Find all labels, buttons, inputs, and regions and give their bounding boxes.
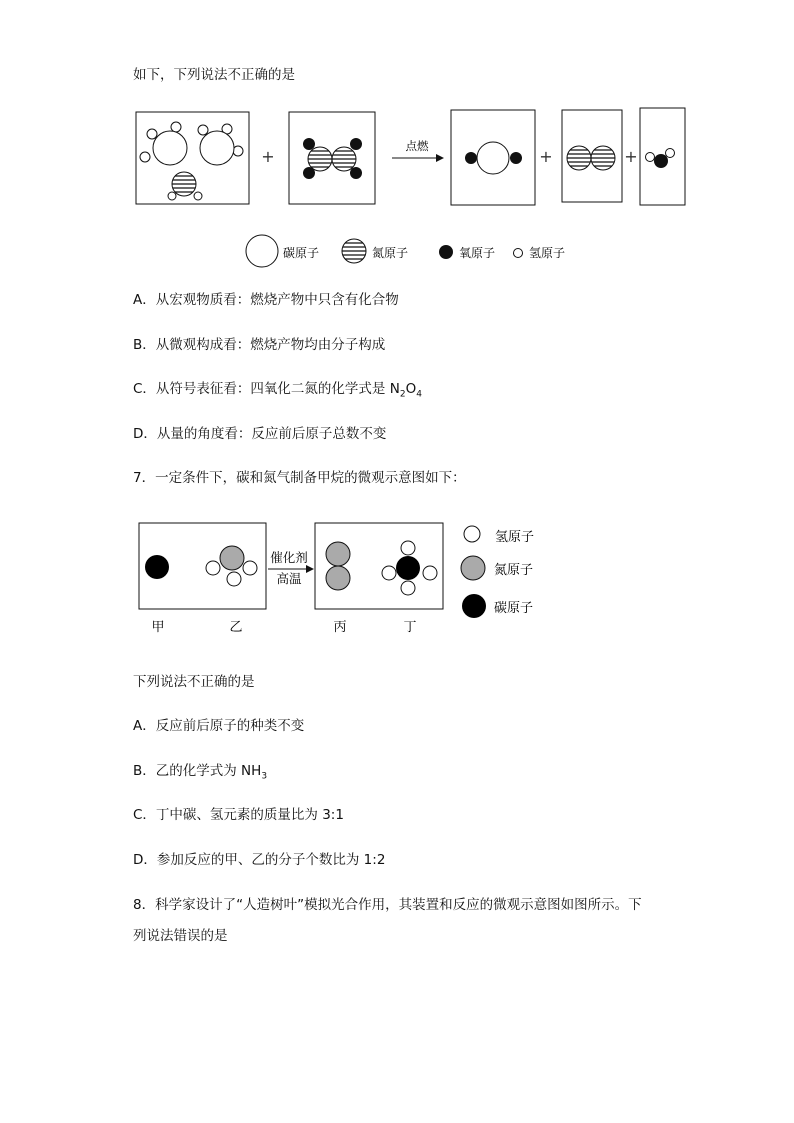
q6-reaction-diagram [0,0,794,280]
legend-nitrogen-atom-icon [340,239,368,263]
q7-option-d: D．参加反应的甲、乙的分子个数比为 1:2 [133,852,386,868]
q7-prompt: 下列说法不正确的是 [133,674,255,690]
q6-option-d: D．从量的角度看：反应前后原子总数不变 [133,426,387,442]
legend-carbon-label: 碳原子 [283,246,320,260]
q7-legend-hydrogen-label: 氢原子 [495,530,535,545]
q7-product-box [315,523,443,609]
q6-option-c-mid: O [405,381,417,397]
q8-stem-line-1: 8．科学家设计了“人造树叶”模拟光合作用，其装置和反应的微观示意图如图所示。下 [133,897,642,913]
q7-option-b [133,762,267,786]
q7-option-c: C．丁中碳、氢元素的质量比为 3:1 [133,807,344,823]
q6-intro: 如下，下列说法不正确的是 [133,67,295,83]
q7-label-bing: 丙 [333,620,347,635]
q6-option-b: B．从微观构成看：燃烧产物均由分子构成 [133,337,386,353]
legend-oxygen-label: 氧原子 [459,246,496,260]
q7-option-a: A．反应前后原子的种类不变 [133,718,305,734]
q7-option-b-text: B．乙的化学式为 NH [133,763,262,779]
svg-text:+: + [624,147,638,166]
product-box-2 [562,110,622,202]
reactant-box-1 [136,112,249,204]
q7-legend-nitrogen-label: 氮原子 [494,563,534,578]
q7-label-jia: 甲 [151,620,165,635]
q7-legend-carbon-icon [462,594,486,618]
q7-label-ding: 丁 [403,620,417,635]
q7-label-yi: 乙 [229,620,243,635]
q7-legend-carbon-label: 碳原子 [494,601,534,616]
legend-hydrogen-atom-icon [514,249,523,258]
q6-arrow-label: 点燃 [405,139,429,153]
q7-catalyst-label: 催化剂 [270,550,308,565]
q7-legend-hydrogen-icon [464,526,480,542]
q8-stem-line-2: 列说法错误的是 [133,928,228,944]
q7-reaction-diagram [0,510,794,645]
q6-option-c-sub2: 4 [416,389,422,400]
q7-option-b-sub: 3 [261,771,268,782]
q7-temperature-label: 高温 [276,571,302,586]
q7-stem: 7．一定条件下，碳和氮气制备甲烷的微观示意图如下： [133,470,466,486]
q6-option-c-sub1: 2 [399,389,406,400]
q6-option-a: A．从宏观物质看：燃烧产物中只含有化合物 [133,292,399,308]
q7-legend-nitrogen-icon [461,556,485,580]
legend-hydrogen-label: 氢原子 [529,246,566,260]
q6-option-c-text: C．从符号表征看：四氧化二氮的化学式是 N [133,381,400,397]
q6-option-c [133,380,422,404]
svg-text:+: + [539,147,553,166]
legend-nitrogen-label: 氮原子 [372,246,409,260]
svg-text:+: + [261,147,275,166]
legend-carbon-atom-icon [246,235,278,267]
legend-oxygen-atom-icon [439,245,453,259]
